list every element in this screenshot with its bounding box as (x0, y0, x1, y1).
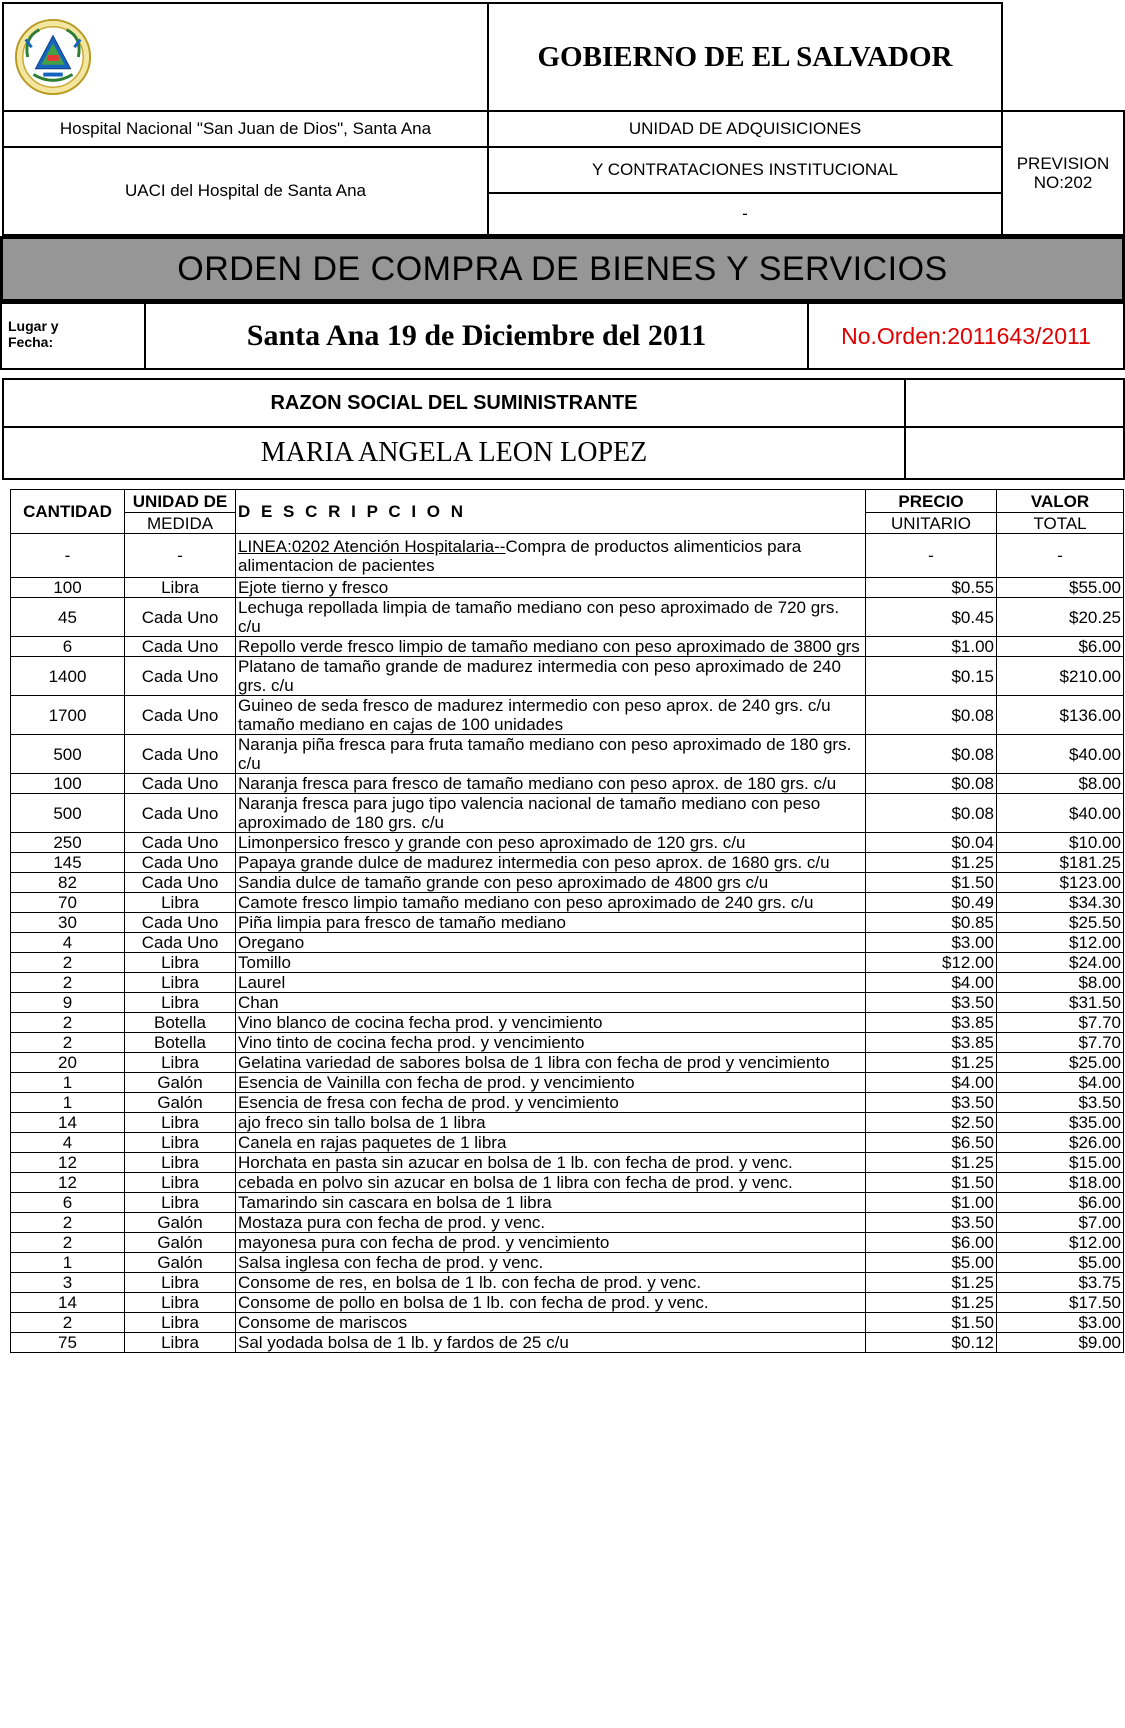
orden-number-cell (807, 302, 1125, 370)
cell-descripcion: Tomillo (236, 953, 866, 973)
cell-descripcion: Limonpersico fresco y grande con peso aproximado de 120 grs. c/u (236, 833, 866, 853)
table-row (11, 794, 1124, 833)
cell-cantidad: 12 (11, 1153, 125, 1173)
cell-unidad: Cada Uno (125, 913, 236, 933)
cell-cantidad: 70 (11, 893, 125, 913)
cell-descripcion: Horchata en pasta sin azucar en bolsa de 1 lb. con fecha de prod. y venc. (236, 1153, 866, 1173)
cell-precio-unitario: $0.12 (866, 1333, 997, 1353)
fecha-label: Fecha: (8, 334, 54, 350)
cell-descripcion: Chan (236, 993, 866, 1013)
cell-cantidad: 2 (11, 1313, 125, 1333)
cell-descripcion: Sandia dulce de tamaño grande con peso aproximado de 4800 grs c/u (236, 873, 866, 893)
cell-unidad: Libra (125, 1293, 236, 1313)
header-cantidad: CANTIDAD (11, 490, 125, 534)
coat-of-arms-el-salvador-icon (14, 18, 92, 96)
cell-unidad: Libra (125, 1333, 236, 1353)
cell-valor-total: $31.50 (997, 993, 1124, 1013)
cell-cantidad: 6 (11, 637, 125, 657)
cell-valor-total: $26.00 (997, 1133, 1124, 1153)
cell-descripcion: Tamarindo sin cascara en bolsa de 1 libra (236, 1193, 866, 1213)
cell-precio-unitario: $1.50 (866, 1173, 997, 1193)
cell-valor-total: $18.00 (997, 1173, 1124, 1193)
cell-valor-total: $3.00 (997, 1313, 1124, 1333)
cell-cantidad: 2 (11, 973, 125, 993)
cell-descripcion: Consome de res, en bolsa de 1 lb. con fecha de prod. y venc. (236, 1273, 866, 1293)
header-total: TOTAL (997, 513, 1124, 534)
cell-descripcion: Piña limpia para fresco de tamaño mediano (236, 913, 866, 933)
cell-valor-total: $8.00 (997, 973, 1124, 993)
cell-valor-total: $7.70 (997, 1013, 1124, 1033)
cell-cantidad: 2 (11, 1213, 125, 1233)
cell-cantidad: 500 (11, 794, 125, 833)
cell-descripcion: Papaya grande dulce de madurez intermedia con peso aprox. de 1680 grs. c/u (236, 853, 866, 873)
cell-unidad: Libra (125, 893, 236, 913)
unidad-line1-cell (487, 110, 1003, 148)
cell-cantidad: 1 (11, 1073, 125, 1093)
cell-valor-total: $12.00 (997, 1233, 1124, 1253)
cell-unidad: Cada Uno (125, 774, 236, 794)
cell-precio-unitario: $6.50 (866, 1133, 997, 1153)
cell-precio-unitario: $1.50 (866, 1313, 997, 1333)
cell-valor-total: $4.00 (997, 1073, 1124, 1093)
unidad-line3-cell (487, 192, 1003, 236)
cell-precio-unitario: $3.50 (866, 993, 997, 1013)
cell-cantidad: 14 (11, 1113, 125, 1133)
linea-description (236, 534, 866, 578)
cell-cantidad: 45 (11, 598, 125, 637)
unidad-line2-cell (487, 146, 1003, 194)
table-row (11, 1193, 1124, 1213)
prevision-cell (1001, 110, 1125, 236)
lugar-fecha-label-cell (0, 302, 146, 370)
cell-valor-total: $24.00 (997, 953, 1124, 973)
table-row (11, 1153, 1124, 1173)
cell-cantidad: 3 (11, 1273, 125, 1293)
table-row (11, 1093, 1124, 1113)
cell-cantidad: 9 (11, 993, 125, 1013)
cell-unidad: Libra (125, 1173, 236, 1193)
table-row (11, 1253, 1124, 1273)
cell-descripcion: Ejote tierno y fresco (236, 578, 866, 598)
unidad-line1: UNIDAD DE ADQUISICIONES (628, 119, 862, 138)
table-row (11, 1233, 1124, 1253)
header-descripcion: D E S C R I P C I O N (236, 490, 866, 534)
cell-valor-total: $55.00 (997, 578, 1124, 598)
cell-cantidad: 100 (11, 578, 125, 598)
cell-precio-unitario: $0.55 (866, 578, 997, 598)
cell-descripcion: Esencia de fresa con fecha de prod. y vencimiento (236, 1093, 866, 1113)
cell-precio-unitario: $1.50 (866, 873, 997, 893)
cell-cantidad: 6 (11, 1193, 125, 1213)
cell-valor-total: $15.00 (997, 1153, 1124, 1173)
hospital-name-cell (2, 110, 489, 148)
table-row (11, 1313, 1124, 1333)
cell-valor-total: $25.00 (997, 1053, 1124, 1073)
cell-valor-total: $3.50 (997, 1093, 1124, 1113)
cell-valor-total: $181.25 (997, 853, 1124, 873)
table-row (11, 953, 1124, 973)
cell-precio-unitario: $1.25 (866, 1273, 997, 1293)
lugar-fecha-value-cell (144, 302, 809, 370)
table-row (11, 1133, 1124, 1153)
cell-unidad: Botella (125, 1033, 236, 1053)
cell-precio-unitario: $3.50 (866, 1213, 997, 1233)
cell-descripcion: Naranja fresca para jugo tipo valencia nacional de tamaño mediano con peso aproximado de 180 grs. c/u (236, 794, 866, 833)
cell-unidad: Cada Uno (125, 833, 236, 853)
prevision-number: NO:202 (1033, 173, 1093, 192)
cell-precio-unitario: $6.00 (866, 1233, 997, 1253)
cell-unidad: Cada Uno (125, 637, 236, 657)
lugar-label: Lugar y (8, 318, 59, 334)
cell-valor-total: $5.00 (997, 1253, 1124, 1273)
table-row (11, 893, 1124, 913)
cell-descripcion: Consome de mariscos (236, 1313, 866, 1333)
cell-precio-unitario: $1.25 (866, 1053, 997, 1073)
cell-descripcion: Vino blanco de cocina fecha prod. y vencimiento (236, 1013, 866, 1033)
linea-text: Compra de productos alimenticios para alimentacion de pacientes (238, 536, 802, 575)
cell-unidad: Libra (125, 1193, 236, 1213)
orden-number: No.Orden:2011643/2011 (841, 322, 1091, 349)
header-valor: VALOR (997, 490, 1124, 513)
items-table (10, 489, 1124, 1353)
cell-precio-unitario: $3.85 (866, 1013, 997, 1033)
cell-valor-total: $40.00 (997, 794, 1124, 833)
cell-precio-unitario: $0.08 (866, 735, 997, 774)
supplier-name: MARIA ANGELA LEON LOPEZ (260, 437, 648, 468)
cell-unidad: Libra (125, 1053, 236, 1073)
order-banner (0, 236, 1125, 302)
cell-descripcion: Oregano (236, 933, 866, 953)
linea-link[interactable]: LINEA:0202 Atención Hospitalaria-- (238, 536, 506, 556)
uaci-cell (2, 146, 489, 236)
table-row (11, 578, 1124, 598)
cell-valor-total: $12.00 (997, 933, 1124, 953)
cell-descripcion: Consome de pollo en bolsa de 1 lb. con fecha de prod. y venc. (236, 1293, 866, 1313)
cell-valor-total: $6.00 (997, 637, 1124, 657)
cell-cantidad: 100 (11, 774, 125, 794)
cell-valor-total: $34.30 (997, 893, 1124, 913)
linea-valor: - (997, 534, 1124, 578)
cell-precio-unitario: $3.00 (866, 933, 997, 953)
cell-valor-total: $7.70 (997, 1033, 1124, 1053)
cell-precio-unitario: $0.85 (866, 913, 997, 933)
cell-valor-total: $25.50 (997, 913, 1124, 933)
cell-unidad: Galón (125, 1213, 236, 1233)
order-banner-title: ORDEN DE COMPRA DE BIENES Y SERVICIOS (177, 249, 948, 288)
cell-precio-unitario: $0.08 (866, 774, 997, 794)
cell-unidad: Cada Uno (125, 794, 236, 833)
cell-cantidad: 75 (11, 1333, 125, 1353)
table-row (11, 833, 1124, 853)
cell-valor-total: $3.75 (997, 1273, 1124, 1293)
table-row (11, 1173, 1124, 1193)
cell-cantidad: 2 (11, 1233, 125, 1253)
cell-valor-total: $35.00 (997, 1113, 1124, 1133)
cell-unidad: Cada Uno (125, 933, 236, 953)
cell-unidad: Galón (125, 1253, 236, 1273)
table-row (11, 853, 1124, 873)
cell-cantidad: 82 (11, 873, 125, 893)
cell-valor-total: $123.00 (997, 873, 1124, 893)
cell-precio-unitario: $1.00 (866, 1193, 997, 1213)
cell-cantidad: 250 (11, 833, 125, 853)
linea-cantidad: - (11, 534, 125, 578)
cell-descripcion: Camote fresco limpio tamaño mediano con peso aproximado de 240 grs. c/u (236, 893, 866, 913)
cell-cantidad: 2 (11, 953, 125, 973)
table-row (11, 1073, 1124, 1093)
uaci-name: UACI del Hospital de Santa Ana (125, 181, 366, 200)
cell-descripcion: Esencia de Vainilla con fecha de prod. y vencimiento (236, 1073, 866, 1093)
table-row (11, 1273, 1124, 1293)
cell-valor-total: $10.00 (997, 833, 1124, 853)
cell-precio-unitario: $1.25 (866, 853, 997, 873)
cell-cantidad: 30 (11, 913, 125, 933)
cell-unidad: Libra (125, 1153, 236, 1173)
cell-valor-total: $8.00 (997, 774, 1124, 794)
cell-cantidad: 1400 (11, 657, 125, 696)
cell-cantidad: 145 (11, 853, 125, 873)
cell-cantidad: 14 (11, 1293, 125, 1313)
cell-descripcion: Gelatina variedad de sabores bolsa de 1 libra con fecha de prod y vencimiento (236, 1053, 866, 1073)
cell-unidad: Cada Uno (125, 735, 236, 774)
cell-precio-unitario: $3.85 (866, 1033, 997, 1053)
prevision-label: PREVISION (1016, 154, 1110, 173)
seal-cell (2, 2, 489, 112)
linea-unidad: - (125, 534, 236, 578)
cell-precio-unitario: $0.04 (866, 833, 997, 853)
supplier-side-cell (904, 378, 1125, 428)
unidad-line2: Y CONTRATACIONES INSTITUCIONAL (591, 160, 899, 179)
cell-valor-total: $210.00 (997, 657, 1124, 696)
table-row (11, 1293, 1124, 1313)
cell-precio-unitario: $0.08 (866, 794, 997, 833)
cell-valor-total: $9.00 (997, 1333, 1124, 1353)
cell-valor-total: $136.00 (997, 696, 1124, 735)
table-row (11, 873, 1124, 893)
cell-precio-unitario: $1.25 (866, 1293, 997, 1313)
cell-cantidad: 4 (11, 933, 125, 953)
cell-valor-total: $40.00 (997, 735, 1124, 774)
header-unitario: UNITARIO (866, 513, 997, 534)
table-row (11, 598, 1124, 637)
cell-descripcion: Salsa inglesa con fecha de prod. y venc. (236, 1253, 866, 1273)
cell-unidad: Cada Uno (125, 696, 236, 735)
cell-unidad: Botella (125, 1013, 236, 1033)
cell-descripcion: Mostaza pura con fecha de prod. y venc. (236, 1213, 866, 1233)
cell-descripcion: Platano de tamaño grande de madurez intermedia con peso aproximado de 240 grs. c/u (236, 657, 866, 696)
cell-unidad: Galón (125, 1093, 236, 1113)
table-row (11, 913, 1124, 933)
table-header-row (11, 490, 1124, 513)
cell-precio-unitario: $0.08 (866, 696, 997, 735)
table-row (11, 774, 1124, 794)
government-title-cell (487, 2, 1003, 112)
table-row (11, 735, 1124, 774)
header-precio: PRECIO (866, 490, 997, 513)
cell-cantidad: 4 (11, 1133, 125, 1153)
cell-precio-unitario: $5.00 (866, 1253, 997, 1273)
table-row (11, 696, 1124, 735)
cell-cantidad: 2 (11, 1033, 125, 1053)
table-row (11, 1333, 1124, 1353)
items-table-body (11, 534, 1124, 1353)
cell-descripcion: Laurel (236, 973, 866, 993)
cell-precio-unitario: $1.00 (866, 637, 997, 657)
cell-unidad: Libra (125, 1273, 236, 1293)
cell-precio-unitario: $1.25 (866, 1153, 997, 1173)
cell-unidad: Cada Uno (125, 873, 236, 893)
cell-precio-unitario: $0.45 (866, 598, 997, 637)
table-row (11, 637, 1124, 657)
cell-descripcion: Repollo verde fresco limpio de tamaño mediano con peso aproximado de 3800 grs (236, 637, 866, 657)
cell-cantidad: 2 (11, 1013, 125, 1033)
cell-unidad: Libra (125, 1113, 236, 1133)
cell-precio-unitario: $12.00 (866, 953, 997, 973)
supplier-label-cell (2, 378, 906, 428)
table-row (11, 973, 1124, 993)
cell-unidad: Cada Uno (125, 853, 236, 873)
linea-row (11, 534, 1124, 578)
cell-descripcion: Vino tinto de cocina fecha prod. y vencimiento (236, 1033, 866, 1053)
cell-cantidad: 20 (11, 1053, 125, 1073)
cell-valor-total: $17.50 (997, 1293, 1124, 1313)
cell-valor-total: $20.25 (997, 598, 1124, 637)
table-row (11, 1013, 1124, 1033)
cell-unidad: Cada Uno (125, 657, 236, 696)
cell-unidad: Cada Uno (125, 598, 236, 637)
cell-descripcion: Guineo de seda fresco de madurez intermedio con peso aprox. de 240 grs. c/u tamaño mediano en cajas de 100 unidades (236, 696, 866, 735)
table-row (11, 657, 1124, 696)
cell-descripcion: Canela en rajas paquetes de 1 libra (236, 1133, 866, 1153)
lugar-fecha-value: Santa Ana 19 de Diciembre del 2011 (246, 319, 707, 352)
hospital-name: Hospital Nacional "San Juan de Dios", Santa Ana (59, 119, 432, 138)
cell-unidad: Libra (125, 973, 236, 993)
cell-descripcion: cebada en polvo sin azucar en bolsa de 1 libra con fecha de prod. y venc. (236, 1173, 866, 1193)
table-row (11, 1113, 1124, 1133)
cell-cantidad: 12 (11, 1173, 125, 1193)
cell-valor-total: $7.00 (997, 1213, 1124, 1233)
cell-unidad: Libra (125, 1133, 236, 1153)
cell-descripcion: Naranja piña fresca para fruta tamaño mediano con peso aproximado de 180 grs. c/u (236, 735, 866, 774)
supplier-name-side-cell (904, 426, 1125, 480)
cell-unidad: Galón (125, 1073, 236, 1093)
cell-unidad: Libra (125, 953, 236, 973)
table-row (11, 1033, 1124, 1053)
table-row (11, 1213, 1124, 1233)
cell-unidad: Libra (125, 578, 236, 598)
cell-cantidad: 1 (11, 1093, 125, 1113)
cell-precio-unitario: $2.50 (866, 1113, 997, 1133)
cell-precio-unitario: $3.50 (866, 1093, 997, 1113)
government-title: GOBIERNO DE EL SALVADOR (537, 40, 953, 73)
supplier-label: RAZON SOCIAL DEL SUMINISTRANTE (270, 391, 638, 414)
cell-descripcion: ajo freco sin tallo bolsa de 1 libra (236, 1113, 866, 1133)
cell-cantidad: 500 (11, 735, 125, 774)
cell-unidad: Libra (125, 993, 236, 1013)
header-unidad: UNIDAD DE (125, 490, 236, 513)
cell-precio-unitario: $0.15 (866, 657, 997, 696)
table-row (11, 1053, 1124, 1073)
cell-descripcion: Sal yodada bolsa de 1 lb. y fardos de 25 c/u (236, 1333, 866, 1353)
table-row (11, 993, 1124, 1013)
cell-cantidad: 1 (11, 1253, 125, 1273)
cell-descripcion: Naranja fresca para fresco de tamaño mediano con peso aprox. de 180 grs. c/u (236, 774, 866, 794)
cell-valor-total: $6.00 (997, 1193, 1124, 1213)
table-row (11, 933, 1124, 953)
cell-descripcion: mayonesa pura con fecha de prod. y vencimiento (236, 1233, 866, 1253)
cell-cantidad: 1700 (11, 696, 125, 735)
supplier-name-cell (2, 426, 906, 480)
unidad-line3: - (742, 204, 748, 223)
linea-precio: - (866, 534, 997, 578)
cell-unidad: Galón (125, 1233, 236, 1253)
cell-precio-unitario: $0.49 (866, 893, 997, 913)
cell-precio-unitario: $4.00 (866, 973, 997, 993)
cell-precio-unitario: $4.00 (866, 1073, 997, 1093)
cell-descripcion: Lechuga repollada limpia de tamaño mediano con peso aproximado de 720 grs. c/u (236, 598, 866, 637)
header-medida: MEDIDA (125, 513, 236, 534)
cell-unidad: Libra (125, 1313, 236, 1333)
